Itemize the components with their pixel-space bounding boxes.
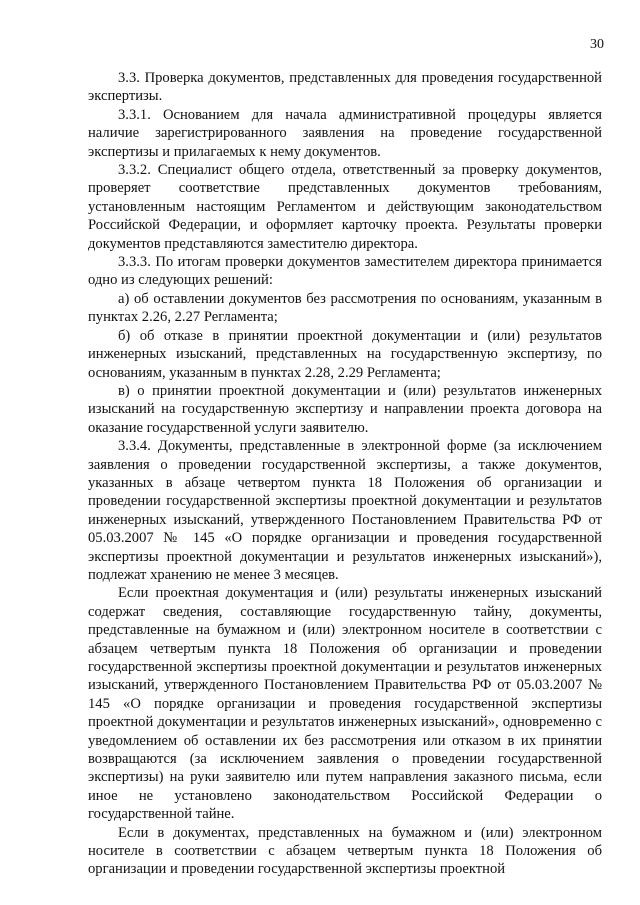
- paragraph-3-3-1: 3.3.1. Основанием для начала административной процедуры является наличие зарегистрированного заявления на проведение государственной экспертизы и прилагаемых к нему документов.: [88, 106, 602, 160]
- list-item-a: а) об оставлении документов без рассмотрения по основаниям, указанным в пунктах 2.26, 2.27 Регламента;: [88, 290, 602, 326]
- page-number: 30: [590, 37, 604, 52]
- list-item-b: б) об отказе в принятии проектной документации и (или) результатов инженерных изысканий, представленных на государственную экспертизу, по основаниям, указанным в пунктах 2.28, 2.29 Регламента;: [88, 327, 602, 381]
- paragraph-3-3-3: 3.3.3. По итогам проверки документов заместителем директора принимается одно из следующих решений:: [88, 254, 602, 289]
- paragraph-3-3-4: 3.3.4. Документы, представленные в электронной форме (за исключением заявления о проведении государственной экспертизы, а также документов, указанных в абзаце четвертом пункта 18 Положения об организации и проведении государственной экспертизы проектной документации и результатов инженерных изысканий, утвержденного Постановлением Правительства РФ от 05.03.2007 № 145 «О порядке организации и проведения государственной экспертизы проектной документации и результатов инженерных изысканий»), подлежат хранению не менее 3 месяцев.: [88, 438, 602, 583]
- list-item-v: в) о принятии проектной документации и (или) результатов инженерных изысканий на государственную экспертизу и направлении проекта договора на оказание государственной услуги заявителю.: [88, 382, 602, 436]
- paragraph-3-3-2: 3.3.2. Специалист общего отдела, ответственный за проверку документов, проверяет соответствие представленных документов требованиям, установленным настоящим Регламентом и действующим законодательством Российской Федерации, и оформляет карточку проекта. Результаты проверки документов представляются заместителю директора.: [88, 162, 602, 252]
- document-body: [88, 69, 602, 879]
- paragraph-continued: Если в документах, представленных на бумажном и (или) электронном носителе в соответствии с абзацем четвертым пункта 18 Положения об организации и проведении государственной экспертизы проектной: [88, 824, 602, 878]
- paragraph-state-secret: Если проектная документация и (или) результаты инженерных изысканий содержат сведения, составляющие государственную тайну, документы, представленные на бумажном и (или) электронном носителе в соответствии с абзацем четвертым пункта 18 Положения об организации и проведении государственной экспертизы проектной документации и результатов инженерных изысканий, утвержденного Постановлением Правительства РФ от 05.03.2007 № 145 «О порядке организации и проведения государственной экспертизы проектной документации и результатов инженерных изысканий», одновременно с уведомлением об оставлении их без рассмотрения или отказом в их принятии возвращаются (за исключением заявления о проведении государственной экспертизы) на руки заявителю или путем направления заказного письма, если иное не установлено законодательством Российской Федерации о государственной тайне.: [88, 585, 602, 823]
- section-heading-3-3: 3.3. Проверка документов, представленных для проведения государственной экспертизы.: [88, 70, 602, 105]
